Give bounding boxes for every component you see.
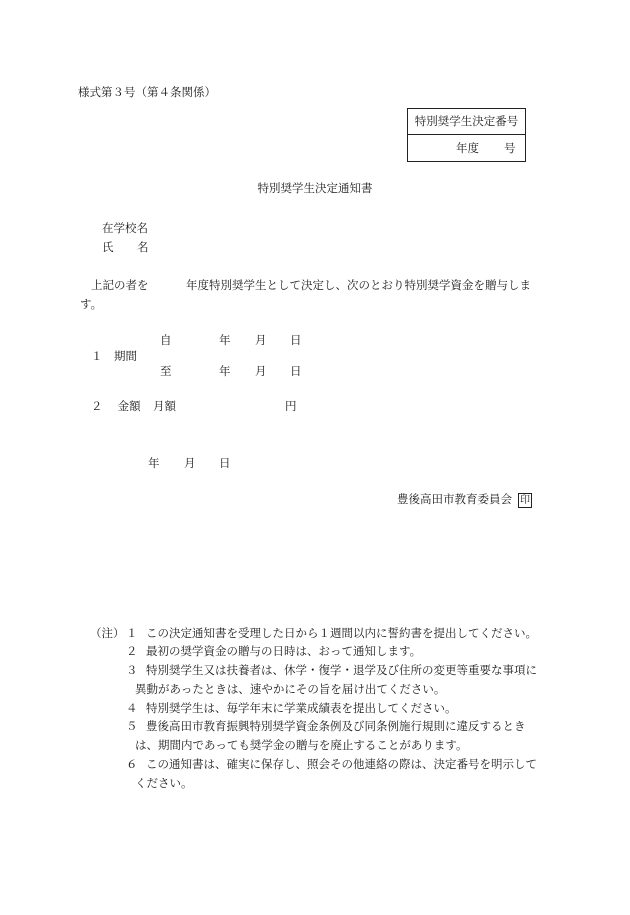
period-to-year: 年 — [219, 364, 231, 378]
name-label-second: 名 — [137, 240, 149, 254]
amount-item-label: ２ 金額 — [91, 399, 141, 413]
period-item-label: １ 期間 — [91, 349, 137, 363]
decision-number-box — [407, 108, 526, 162]
body-text: 年度特別奨学生として決定し、次のとおり特別奨学資金を贈与しま — [186, 278, 531, 292]
note-1-num: １ — [126, 626, 138, 640]
amount-monthly-label: 月額 — [153, 399, 176, 413]
note-6-text: この通知書は、確実に保存し、照会その他連絡の際は、決定番号を明示して — [146, 757, 537, 771]
date-year: 年 — [148, 456, 160, 470]
note-3-num: ３ — [126, 663, 138, 677]
date-month: 月 — [184, 456, 196, 470]
decision-number-header: 特別奨学生決定番号 — [408, 109, 525, 135]
note-3-cont: 異動があったときは、速やかにその旨を届け出てください。 — [135, 682, 446, 696]
decision-year-label: 年度 — [456, 141, 479, 155]
period-to-month: 月 — [255, 364, 267, 378]
school-name-label: 在学校名 — [102, 221, 148, 235]
period-from-month: 月 — [255, 333, 267, 347]
period-to-day: 日 — [290, 364, 302, 378]
note-4-num: ４ — [126, 701, 138, 715]
period-from-day: 日 — [290, 333, 302, 347]
issuer — [397, 491, 532, 508]
period-from-year: 年 — [219, 333, 231, 347]
form-number: 様式第３号（第４条関係） — [78, 85, 216, 99]
issuer-name: 豊後高田市教育委員会 — [397, 492, 512, 506]
note-2-text: 最初の奨学資金の贈与の日時は、おって通知します。 — [146, 644, 422, 658]
decision-number-value-row — [408, 135, 525, 161]
note-5-num: ５ — [126, 719, 138, 733]
note-4-text: 特別奨学生は、毎学年末に学業成績表を提出してください。 — [146, 701, 457, 715]
note-5-text: 豊後高田市教育振興特別奨学資金条例及び同条例施行規則に違反するとき — [146, 719, 526, 733]
note-6-cont: ください。 — [135, 776, 193, 790]
decision-number-label: 号 — [504, 141, 516, 155]
body-text-line2: す。 — [80, 297, 103, 311]
date-day: 日 — [219, 456, 231, 470]
note-5-cont: は、期間内であっても奨学金の贈与を廃止することがあります。 — [135, 738, 468, 752]
note-6-num: ６ — [126, 757, 138, 771]
note-1-text: この決定通知書を受理した日から１週間以内に誓約書を提出してください。 — [146, 626, 537, 640]
period-from-label: 自 — [160, 333, 172, 347]
note-2-num: ２ — [126, 644, 138, 658]
name-label-first: 氏 — [102, 240, 114, 254]
document-title: 特別奨学生決定通知書 — [257, 181, 373, 195]
seal-mark: 印 — [520, 494, 530, 506]
note-3-text: 特別奨学生又は扶養者は、休学・復学・退学及び住所の変更等重要な事項に — [146, 663, 537, 677]
period-to-label: 至 — [160, 364, 172, 378]
body-intro: 上記の者を — [91, 278, 149, 292]
amount-yen-label: 円 — [285, 399, 297, 413]
notes-label: （注） — [90, 626, 125, 640]
